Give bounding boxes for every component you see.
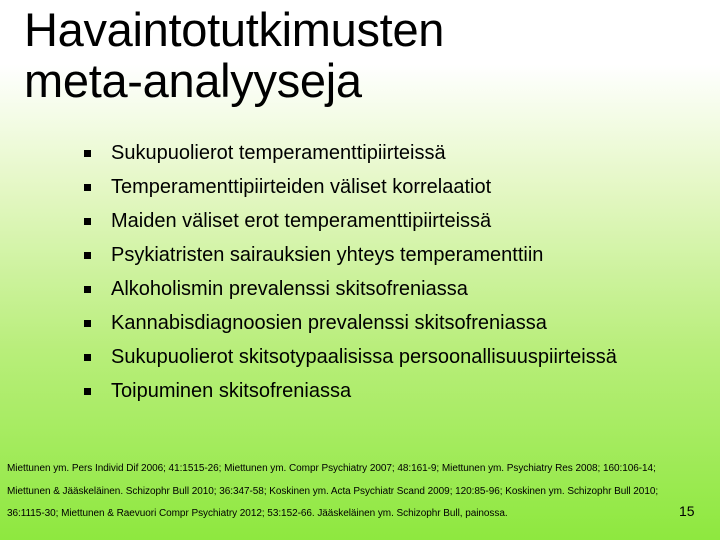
square-bullet-icon (84, 286, 91, 293)
bullet-item-2 (84, 170, 704, 204)
square-bullet-icon (84, 354, 91, 361)
bullet-text: Maiden väliset erot temperamenttipiirteissä (111, 210, 492, 232)
square-bullet-icon (84, 320, 91, 327)
slide-title-line-2: meta-analyyseja (24, 54, 362, 107)
slide-title-line-1: Havaintotutkimusten (24, 3, 445, 56)
square-bullet-icon (84, 388, 91, 395)
bullet-item-3 (84, 204, 704, 238)
bullet-item-8 (84, 374, 704, 408)
bullet-text: Sukupuolierot skitsotypaalisissa persoonallisuuspiirteissä (111, 346, 617, 368)
slide-title (24, 4, 704, 106)
bullet-list (84, 136, 704, 408)
bullet-text: Sukupuolierot temperamenttipiirteissä (111, 142, 446, 164)
bullet-text: Alkoholismin prevalenssi skitsofreniassa (111, 278, 468, 300)
bullet-text: Toipuminen skitsofreniassa (111, 380, 352, 402)
square-bullet-icon (84, 218, 91, 225)
bullet-item-6 (84, 306, 704, 340)
square-bullet-icon (84, 184, 91, 191)
square-bullet-icon (84, 252, 91, 259)
references-text: Miettunen ym. Pers Individ Dif 2006; 41:1515-26; Miettunen ym. Compr Psychiatry 2007; 48:161-9; Miettunen ym. Psychiatry Res 2008; 160:106-14; Miettunen & Jääskeläinen. Schizophr Bull 2010; 36:347-58; Koskinen ym. Acta Psychiatr Scand 2009; 120:85-96; Koskinen ym. Schizophr Bull 2010; 36:1115-30; Miettunen & Raevuori Compr Psychiatry 2012; 53:152-66. Jääskeläinen ym. Schizophr Bull, painossa. (7, 463, 659, 519)
bullet-text: Kannabisdiagnoosien prevalenssi skitsofreniassa (111, 312, 547, 334)
bullet-item-5 (84, 272, 704, 306)
page-number: 15 (679, 503, 695, 519)
bullet-item-1 (84, 136, 704, 170)
bullet-text: Psykiatristen sairauksien yhteys temperamenttiin (111, 244, 544, 266)
bullet-item-7 (84, 340, 704, 374)
bullet-text: Temperamenttipiirteiden väliset korrelaatiot (111, 176, 492, 198)
bullet-item-4 (84, 238, 704, 272)
square-bullet-icon (84, 150, 91, 157)
